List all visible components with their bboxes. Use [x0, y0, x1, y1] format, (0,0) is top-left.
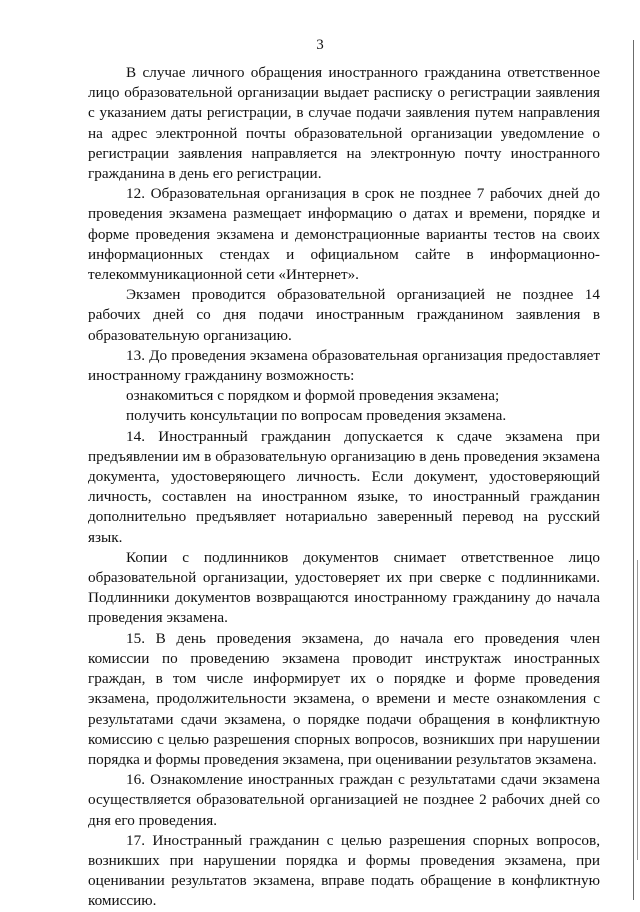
paragraph-item-13: 13. До проведения экзамена образовательная организация предоставляет иностранному гражданину возможность: [88, 346, 600, 385]
scan-edge-line-secondary [637, 560, 638, 860]
page-number: 3 [316, 37, 324, 53]
paragraph-document-copies: Копии с подлинников документов снимает ответственное лицо образовательной организации, удостоверяет их при сверке с подлинниками. Подлинники документов возвращаются иностранному гражданину до начала проведения экзамена. [88, 548, 600, 627]
paragraph-item-14: 14. Иностранный гражданин допускается к сдаче экзамена при предъявлении им в образовательную организацию в день проведения экзамена документа, удостоверяющего личность. Если документ, удостоверяющий личность, составлен на иностранном языке, то иностранный гражданин дополнительно предъявляет нотариально заверенный перевод на русский язык. [88, 427, 600, 546]
paragraph-item-12: 12. Образовательная организация в срок не позднее 7 рабочих дней до проведения экзамена размещает информацию о датах и времени, порядке и форме проведения экзамена и демонстрационные варианты тестов на своих информационных стендах и официальном сайте в информационно-телекоммуникационной сети «Интернет». [88, 185, 600, 284]
paragraph-option-consultation: получить консультации по вопросам проведения экзамена. [126, 407, 507, 425]
scan-edge-line [633, 40, 634, 900]
paragraph-option-familiarize: ознакомиться с порядком и формой проведения экзамена; [126, 387, 500, 405]
document-body [88, 63, 600, 912]
paragraph-item-17: 17. Иностранный гражданин с целью разрешения спорных вопросов, возникших при нарушении порядка и формы проведения экзамена, при оценивании результатов экзамена, вправе подать обращение в конфликтную комиссию. [88, 831, 600, 910]
paragraph-registration-receipt: В случае личного обращения иностранного гражданина ответственное лицо образовательной организации выдает расписку о регистрации заявления с указанием даты регистрации, в случае подачи заявления путем направления на адрес электронной почты образовательной организации уведомление о регистрации заявления направляется на электронную почту иностранного гражданина в день его регистрации. [88, 64, 600, 183]
paragraph-exam-deadline: Экзамен проводится образовательной организацией не позднее 14 рабочих дней со дня подачи иностранным гражданином заявления в образовательную организацию. [88, 286, 600, 344]
paragraph-item-15: 15. В день проведения экзамена, до начала его проведения член комиссии по проведению экзамена проводит инструктаж иностранных граждан, в том числе информирует их о порядке и форме проведения экзамена, продолжительности экзамена, о времени и месте ознакомления с результатами сдачи экзамена, о порядке подачи обращения в конфликтную комиссию с целью разрешения спорных вопросов, возникших при нарушении порядка и формы проведения экзамена, при оценивании результатов экзамена. [88, 629, 600, 768]
paragraph-item-16: 16. Ознакомление иностранных граждан с результатами сдачи экзамена осуществляется образовательной организацией не позднее 2 рабочих дней со дня его проведения. [88, 771, 600, 829]
